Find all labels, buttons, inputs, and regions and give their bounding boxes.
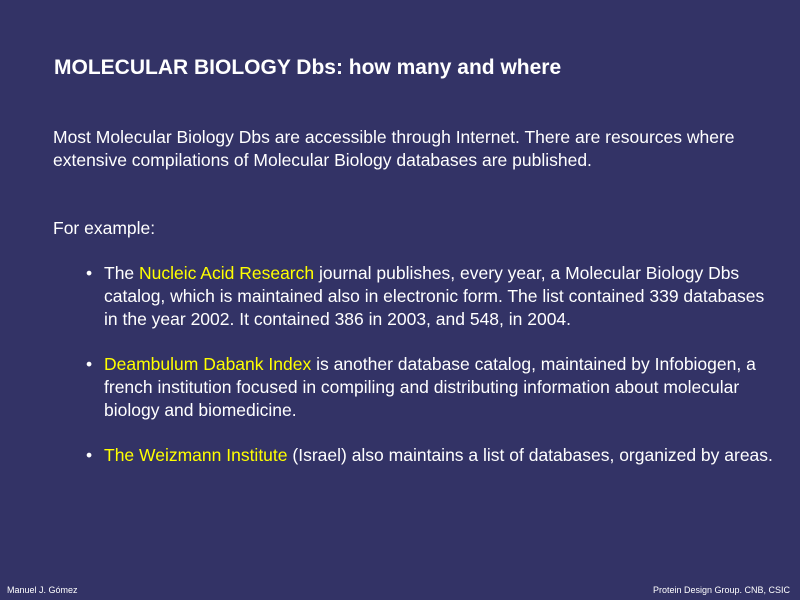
bullet-text: journal publishes, every year, a Molecular Biology Dbs catalog, which is maintained also in electronic form. The list contained 339 databases in the year 2002. It contained 386 in 2003, and 548, in 2004. (104, 263, 765, 329)
bullet-item-nar (86, 262, 776, 330)
footer-organization: Protein Design Group. CNB, CSIC (652, 585, 790, 595)
slide-title: MOLECULAR BIOLOGY Dbs: how many and where (54, 56, 562, 79)
bullet-list (86, 262, 776, 490)
bullet-icon: • (86, 263, 93, 283)
bullet-item-deambulum (86, 353, 776, 421)
example-label: For example: (53, 218, 156, 238)
weizmann-link[interactable]: The Weizmann Institute (104, 445, 288, 466)
bullet-text: (Israel) also maintains a list of databases, organized by areas. (287, 445, 773, 466)
bullet-text: is another database catalog, maintained by Infobiogen, a french institution focused in compiling and distributing information about molecular biology and biomedicine. (104, 354, 756, 420)
intro-paragraph: Most Molecular Biology Dbs are accessible through Internet. There are resources where extensive compilations of Molecular Biology databases are published. (53, 127, 735, 170)
nar-link[interactable]: Nucleic Acid Research (139, 263, 315, 283)
footer-author: Manuel J. Gómez (7, 585, 78, 595)
bullet-item-weizmann (86, 444, 776, 467)
deambulum-link[interactable]: Deambulum Dabank Index (104, 354, 312, 375)
bullet-prefix: The (104, 263, 140, 283)
bullet-icon: • (86, 445, 93, 466)
bullet-icon: • (86, 354, 93, 375)
